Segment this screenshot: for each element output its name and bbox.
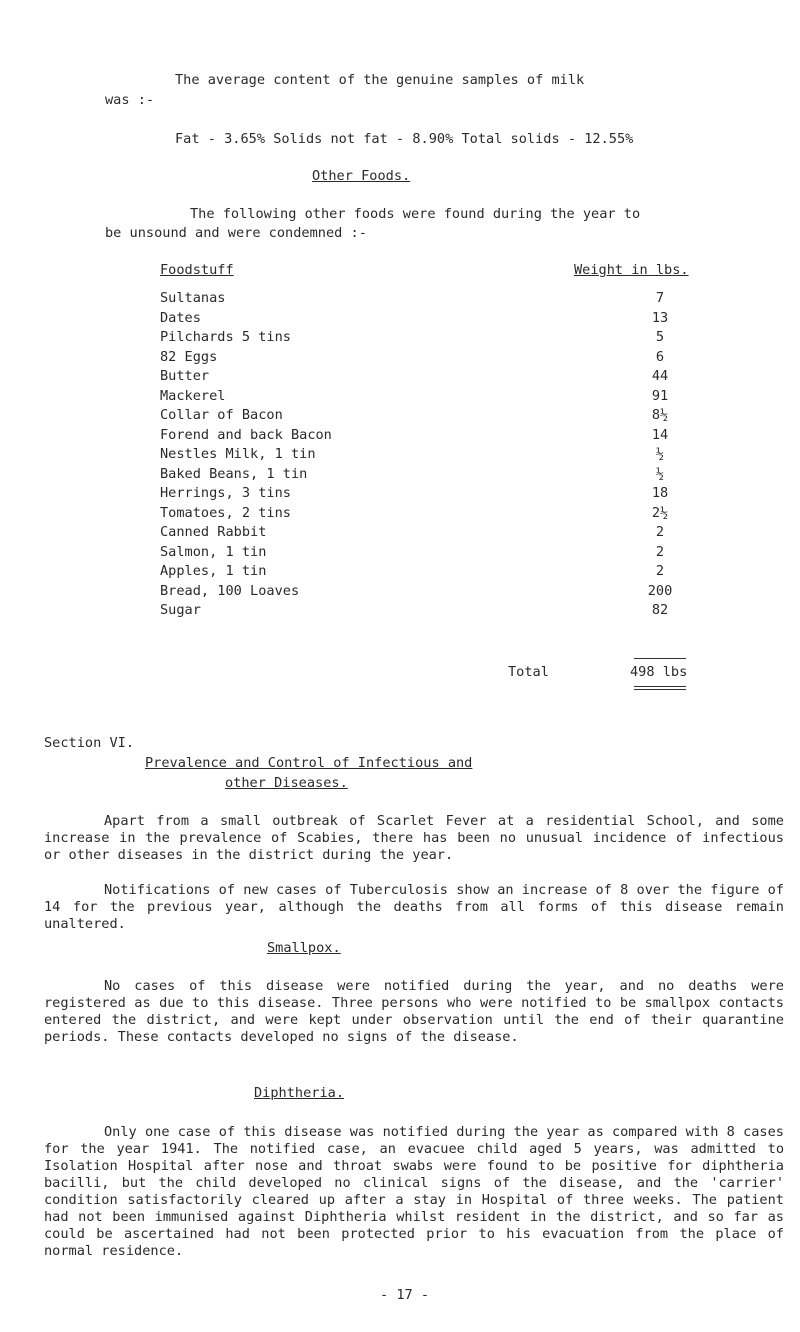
other-foods-para-1: The following other foods were found during the year to [190, 206, 641, 222]
section-label: Section VI. [44, 735, 135, 751]
food-name: Forend and back Bacon [160, 426, 332, 443]
food-weight-value: 7 [655, 290, 665, 306]
food-weight-value: 82 [651, 602, 669, 618]
food-weight-value: 91 [651, 387, 669, 404]
food-weight-value: ½ [655, 446, 665, 462]
intro-line-1: The average content of the genuine samples of milk [175, 72, 585, 88]
diphtheria-para: Only one case of this disease was notified during the year as compared with 8 cases for the year 1941. The notified case, an evacuee child aged 5 years, was admitted to Isolation Hospital after nose and throat swabs were found to be positive for diphtheria bacilli, but the child developed no clinical signs of the disease, and the 'carrier' condition satisfactorily cleared up after a stay in Hospital of three weeks. The patient had not been immunised against Diphtheria whilst resident in the district, and so far as could be ascertained had not been protected prior to his evacuation from the place of normal residence. [44, 1124, 784, 1259]
total-double-rule-2 [634, 689, 686, 690]
diphtheria-heading: Diphtheria. [254, 1085, 345, 1101]
food-weight-value: 6 [655, 348, 665, 365]
smallpox-heading: Smallpox. [267, 940, 341, 956]
page-number: - 17 - [380, 1287, 430, 1303]
food-weight-value: 2 [655, 563, 665, 579]
smallpox-para: No cases of this disease were notified during the year, and no deaths were registered as due to this disease. Three persons who were notified to be smallpox contacts entered the district, and were kept under observation until the end of their quarantine periods. These contacts developed no signs of the disease. [44, 978, 784, 1045]
food-weight-value: 2 [655, 524, 665, 540]
intro-line-2: was :- [105, 92, 155, 108]
section-title-1: Prevalence and Control of Infectious and [145, 755, 473, 771]
food-name: Nestles Milk, 1 tin [160, 446, 316, 462]
other-foods-heading: Other Foods. [312, 168, 411, 184]
food-name: Sugar [160, 602, 201, 618]
food-name: Salmon, 1 tin [160, 543, 267, 560]
food-weight-value: 18 [651, 485, 669, 501]
total-value: 498 lbs [630, 664, 688, 680]
section-para-1: Apart from a small outbreak of Scarlet Fever at a residential School, and some increase in the prevalence of Scabies, there has been no unusual incidence of infectious or other diseases in the district during the year. [44, 813, 784, 863]
food-weight-value: 2 [655, 543, 665, 560]
col-header-foodstuff: Foodstuff [160, 262, 234, 278]
food-weight-value: 14 [651, 426, 669, 443]
food-name: Butter [160, 368, 210, 384]
section-para-2: Notifications of new cases of Tuberculosis show an increase of 8 over the figure of 14 for the previous year, although the deaths from all forms of this disease remain unaltered. [44, 882, 784, 932]
food-name: Tomatoes, 2 tins [160, 504, 291, 521]
food-weight-value: ½ [655, 465, 665, 482]
total-double-rule-1 [634, 686, 686, 687]
total-rule [634, 658, 686, 659]
food-weight-value: 13 [651, 309, 669, 326]
total-label: Total [508, 664, 549, 680]
food-weight-value: 8½ [651, 407, 669, 423]
food-name: Bread, 100 Loaves [160, 582, 300, 599]
food-name: 82 Eggs [160, 348, 218, 365]
food-weight-value: 44 [651, 368, 669, 384]
milk-composition: Fat - 3.65% Solids not fat - 8.90% Total solids - 12.55% [175, 131, 634, 147]
section-title-2: other Diseases. [225, 775, 348, 791]
food-name: Dates [160, 309, 201, 326]
food-name: Apples, 1 tin [160, 563, 267, 579]
other-foods-para-2: be unsound and were condemned :- [105, 225, 367, 241]
food-name: Mackerel [160, 387, 226, 404]
food-name: Collar of Bacon [160, 407, 283, 423]
col-header-weight: Weight in lbs. [574, 262, 689, 278]
food-name: Pilchards 5 tins [160, 329, 291, 345]
food-weight-value: 200 [647, 582, 673, 599]
food-name: Sultanas [160, 290, 226, 306]
food-name: Herrings, 3 tins [160, 485, 291, 501]
food-name: Baked Beans, 1 tin [160, 465, 308, 482]
food-weight-value: 2½ [651, 504, 669, 521]
food-weight-value: 5 [655, 329, 665, 345]
food-name: Canned Rabbit [160, 524, 267, 540]
